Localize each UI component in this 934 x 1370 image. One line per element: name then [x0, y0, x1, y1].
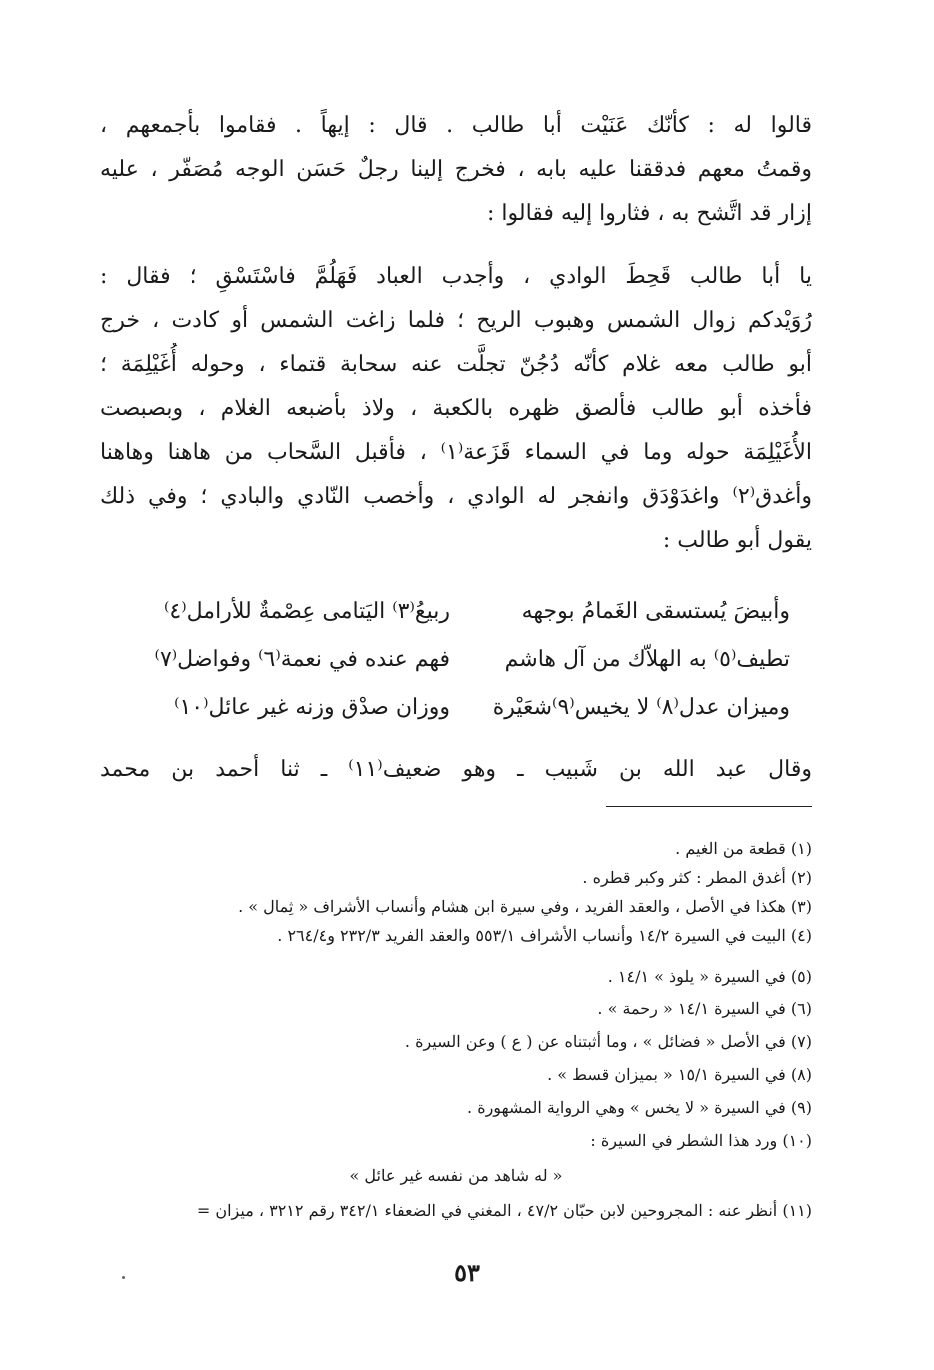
paragraph-2: [100, 255, 812, 563]
verse-first-hemistich: تطيف⁽٥⁾ به الهلاّك من آل هاشم: [504, 647, 790, 672]
footnote-5: (٥) في السيرة « يلوذ » ١٤/١ .: [607, 967, 812, 986]
footnote-quote: « له شاهد من نفسه غير عائل »: [349, 1166, 563, 1185]
text-line: وقال عبد الله بن شَبيب ـ وهو ضعيف⁽١١⁾ ـ ثنا أحمد بن محمد: [100, 757, 812, 782]
text-line: أبو طالب معه غلام كأنّه دُجُنّ تجلَّت عنه سحابة قتماء ، وحوله أُغَيْلِمَة ؛: [100, 352, 812, 377]
text-line: وقمتُ معهم فدققنا عليه بابه ، فخرج إلينا رجلٌ حَسَن الوجه مُصَفّر ، عليه: [100, 157, 812, 182]
footnote-10: (١٠) ورد هذا الشطر في السيرة :: [590, 1131, 812, 1150]
text-line: رُوَيْدكم زوال الشمس وهبوب الريح ؛ فلما زاغت الشمس أو كادت ، خرج: [100, 308, 812, 333]
footnote-11: (١١) أنظر عنه : المجروحين لابن حبّان ٤٧/٢ ، المغني في الضعفاء ٣٤٢/١ رقم ٣٢١٢ ، ميزان =: [196, 1201, 812, 1220]
verse-second-hemistich: فهم عنده في نعمة⁽٦⁾ وفواضل⁽٧⁾: [154, 647, 450, 672]
footnote-9: (٩) في السيرة « لا يخس » وهي الرواية المشهورة .: [467, 1098, 812, 1117]
verse-second-hemistich: ووزان صدْق وزنه غير عائل⁽١٠⁾: [174, 695, 450, 720]
verse-1: [110, 588, 790, 636]
footnote-8: (٨) في السيرة ١٥/١ « بميزان قسط » .: [547, 1065, 812, 1084]
verse-2: [110, 636, 790, 684]
text-line: وأغدق⁽٢⁾ واغدَوْدَق وانفجر له الوادي ، وأخصب النّادي والبادي ؛ وفي ذلك: [100, 484, 812, 509]
footnote-7: (٧) في الأصل « فضائل » ، وما أثبتناه عن ( ع ) وعن السيرة .: [404, 1032, 812, 1051]
footnote-separator: [606, 806, 812, 807]
text-line: يا أبا طالب قَحِطَ الوادي ، وأجدب العباد فَهَلُمَّ فاسْتَسْقِ ؛ فقال :: [100, 264, 812, 289]
text-line: يقول أبو طالب :: [662, 528, 812, 553]
verse-first-hemistich: وأبيضَ يُستسقى الغَمامُ بوجهه: [521, 599, 790, 624]
footnote-1: (١) قطعة من الغيم .: [675, 839, 812, 858]
text-line: إزار قد اتَّشح به ، فثاروا إليه فقالوا :: [487, 201, 812, 226]
footnote-4: (٤) البيت في السيرة ١٤/٢ وأنساب الأشراف ٥٥٣/١ والعقد الفريد ٢٣٢/٣ و٢٦٤/٤ .: [277, 926, 812, 945]
footnote-3: (٣) هكذا في الأصل ، والعقد الفريد ، وفي سيرة ابن هشام وأنساب الأشراف « ثِمال » .: [238, 897, 812, 916]
text-line: فأخذه أبو طالب فألصق ظهره بالكعبة ، ولاذ بأضبعه الغلام ، وبصبصت: [100, 396, 812, 421]
verse-first-hemistich: وميزان عدل⁽٨⁾ لا يخيس⁽٩⁾شعَيْرة: [492, 695, 790, 720]
page-number: ٥٣: [454, 1258, 480, 1287]
text-line: الأُغَيْلِمَة حوله وما في السماء قَزَعة⁽١⁾ ، فأقبل السَّحاب من هاهنا وهاهنا: [100, 440, 812, 465]
verse-3: [110, 684, 790, 732]
scan-speck: [122, 1276, 125, 1279]
paragraph-1: [100, 104, 812, 236]
footnote-2: (٢) أغدق المطر : كثر وكبر قطره .: [582, 868, 812, 887]
verse-second-hemistich: ربيعُ⁽٣⁾ اليَتامى عِصْمةٌ للأرامل⁽٤⁾: [164, 599, 450, 624]
text-line: قالوا له : كأنّك عَنَيْت أبا طالب . قال : إيهاً . فقاموا بأجمعهم ،: [100, 113, 812, 138]
closing-line: [100, 748, 812, 792]
footnote-6: (٦) في السيرة ١٤/١ « رحمة » .: [597, 999, 812, 1018]
